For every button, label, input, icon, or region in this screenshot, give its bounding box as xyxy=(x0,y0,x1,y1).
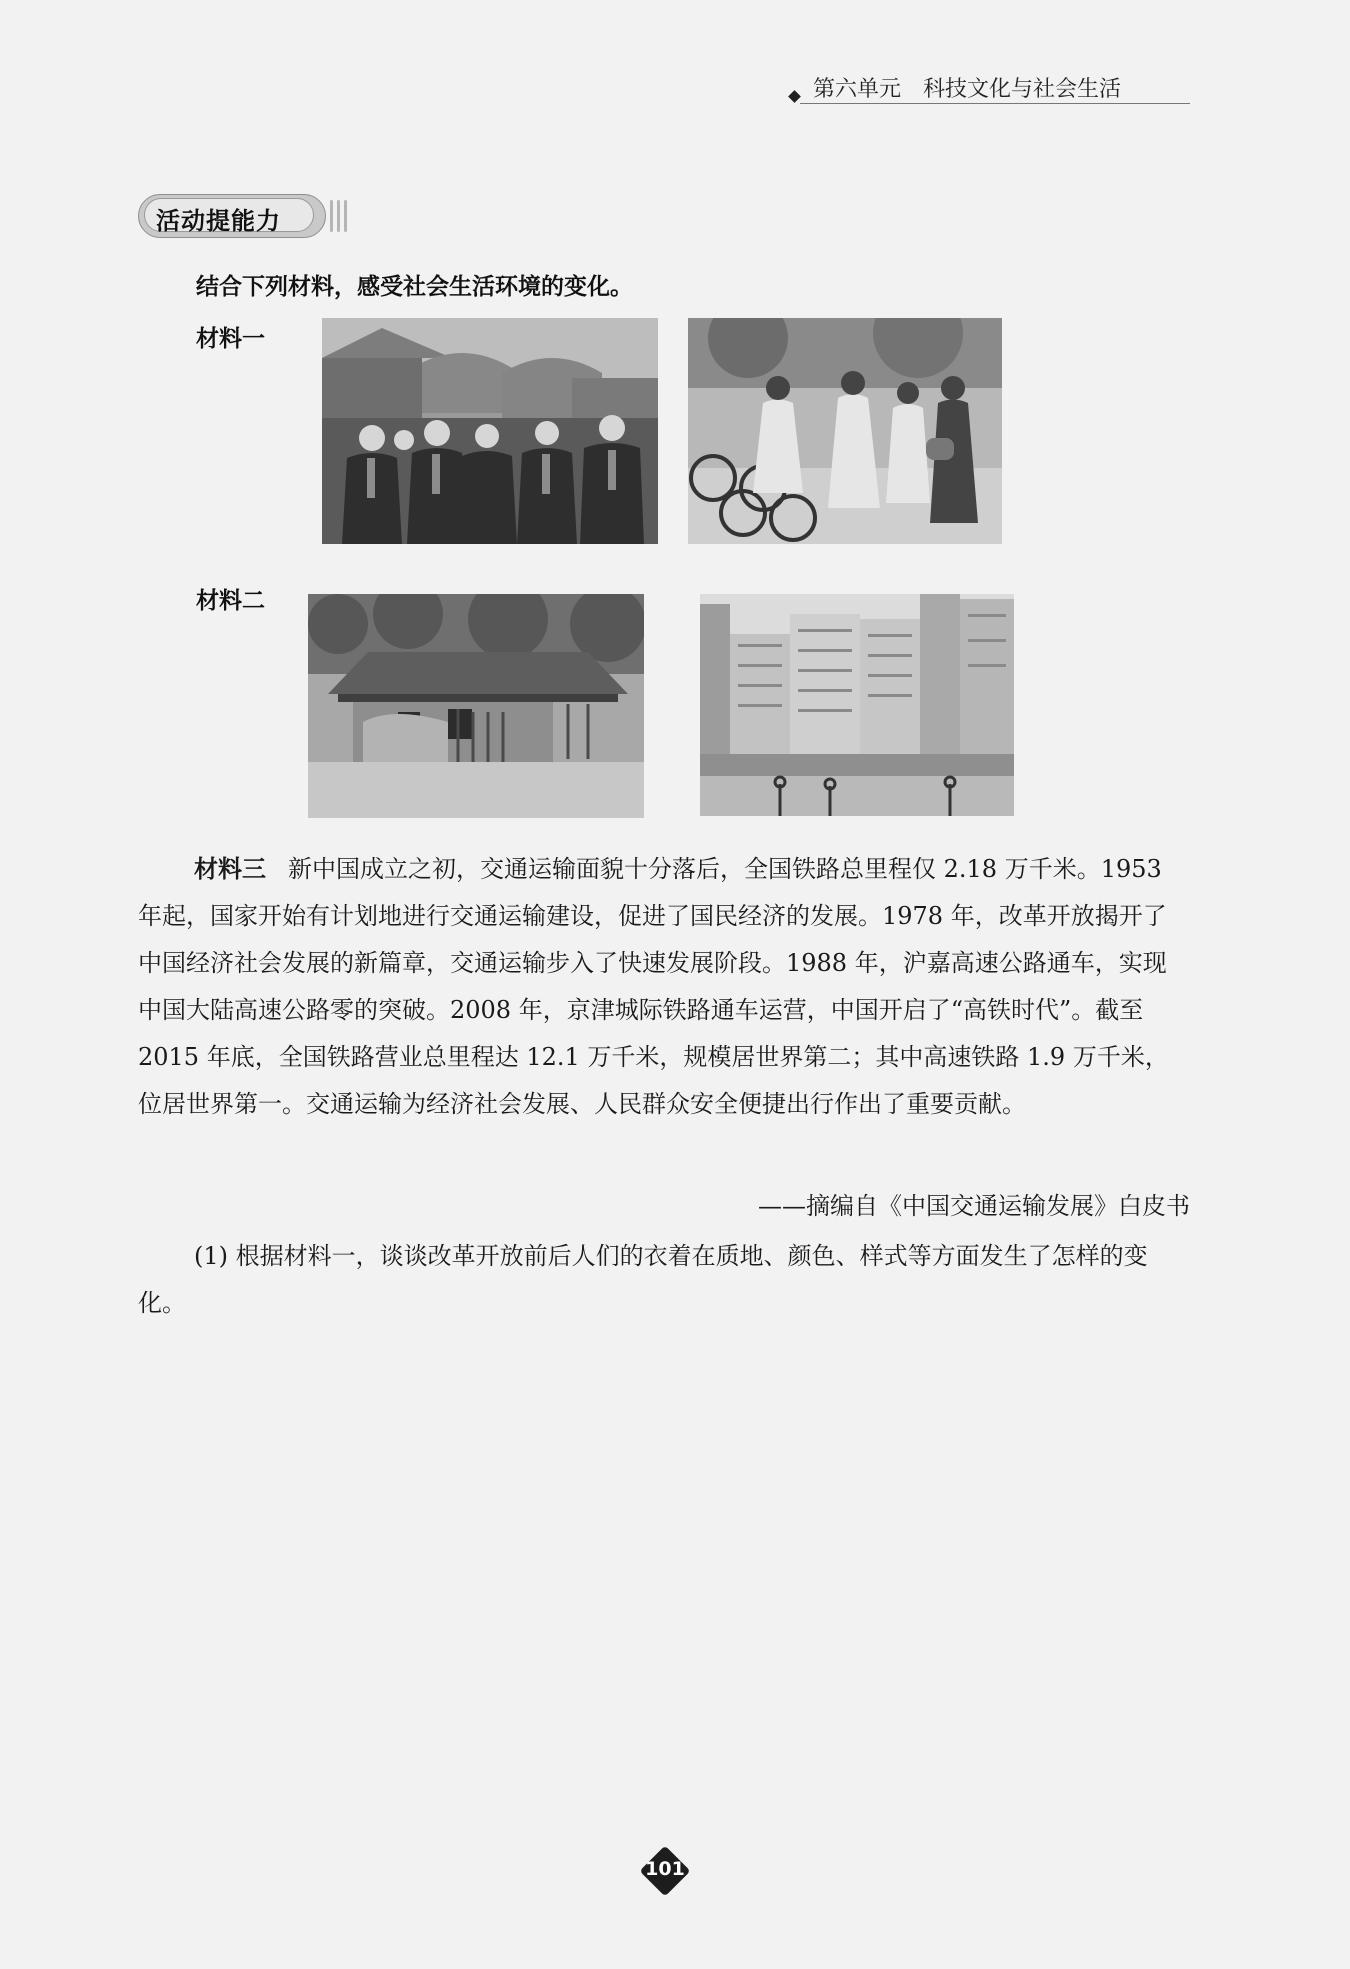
material-three-text: 新中国成立之初，交通运输面貌十分落后，全国铁路总里程仅 2.18 万千米。1953 年起，国家开始有计划地进行交通运输建设，促进了国民经济的发展。1978 年，改革开放揭开了中国经济社会发展的新篇章，交通运输步入了快速发展阶段。1988 年，沪嘉高速公路通车，实现中国大陆高速公路零的突破。2008 年，京津城际铁路通车运营，中国开启了“高铁时代”。截至 2015 年底，全国铁路营业总里程达 12.1 万千米，规模居世界第二；其中高速铁路 1.9 万千米，位居世界第一。交通运输为经济社会发展、人民群众安全便捷出行作出了重要贡献。 xyxy=(138,855,1169,1118)
tab-stripe xyxy=(330,200,333,232)
thatched-farmhouse-photo xyxy=(308,594,644,818)
material-one-label: 材料一 xyxy=(196,326,265,352)
tab-stripe xyxy=(344,200,347,232)
group-of-people-in-plain-work-clothes-photo xyxy=(322,318,658,544)
page-number-badge xyxy=(640,1846,690,1896)
page-number: 101 xyxy=(645,1858,685,1880)
material-three-paragraph xyxy=(138,846,1190,1128)
material-two-label: 材料二 xyxy=(196,588,265,614)
material-three-source: ——摘编自《中国交通运输发展》白皮书 xyxy=(758,1192,1190,1220)
section-tab xyxy=(138,194,352,240)
question-1 xyxy=(138,1233,1190,1327)
tab-stripe xyxy=(337,200,340,232)
unit-label: 第六单元 xyxy=(813,77,902,102)
instruction: 结合下列材料，感受社会生活环境的变化。 xyxy=(196,274,633,300)
diamond-bullet-icon xyxy=(788,90,801,103)
unit-title: 科技文化与社会生活 xyxy=(923,77,1122,102)
question-1-text: (1) 根据材料一，谈谈改革开放前后人们的衣着在质地、颜色、样式等方面发生了怎样的变化。 xyxy=(138,1242,1148,1317)
women-in-dresses-with-bicycles-photo xyxy=(688,318,1002,544)
section-tab-label: 活动提能力 xyxy=(156,207,281,235)
material-three-label: 材料三 xyxy=(194,855,266,883)
header-rule xyxy=(800,103,1190,104)
high-rise-apartment-buildings-photo xyxy=(700,594,1014,816)
running-header xyxy=(790,72,1121,103)
